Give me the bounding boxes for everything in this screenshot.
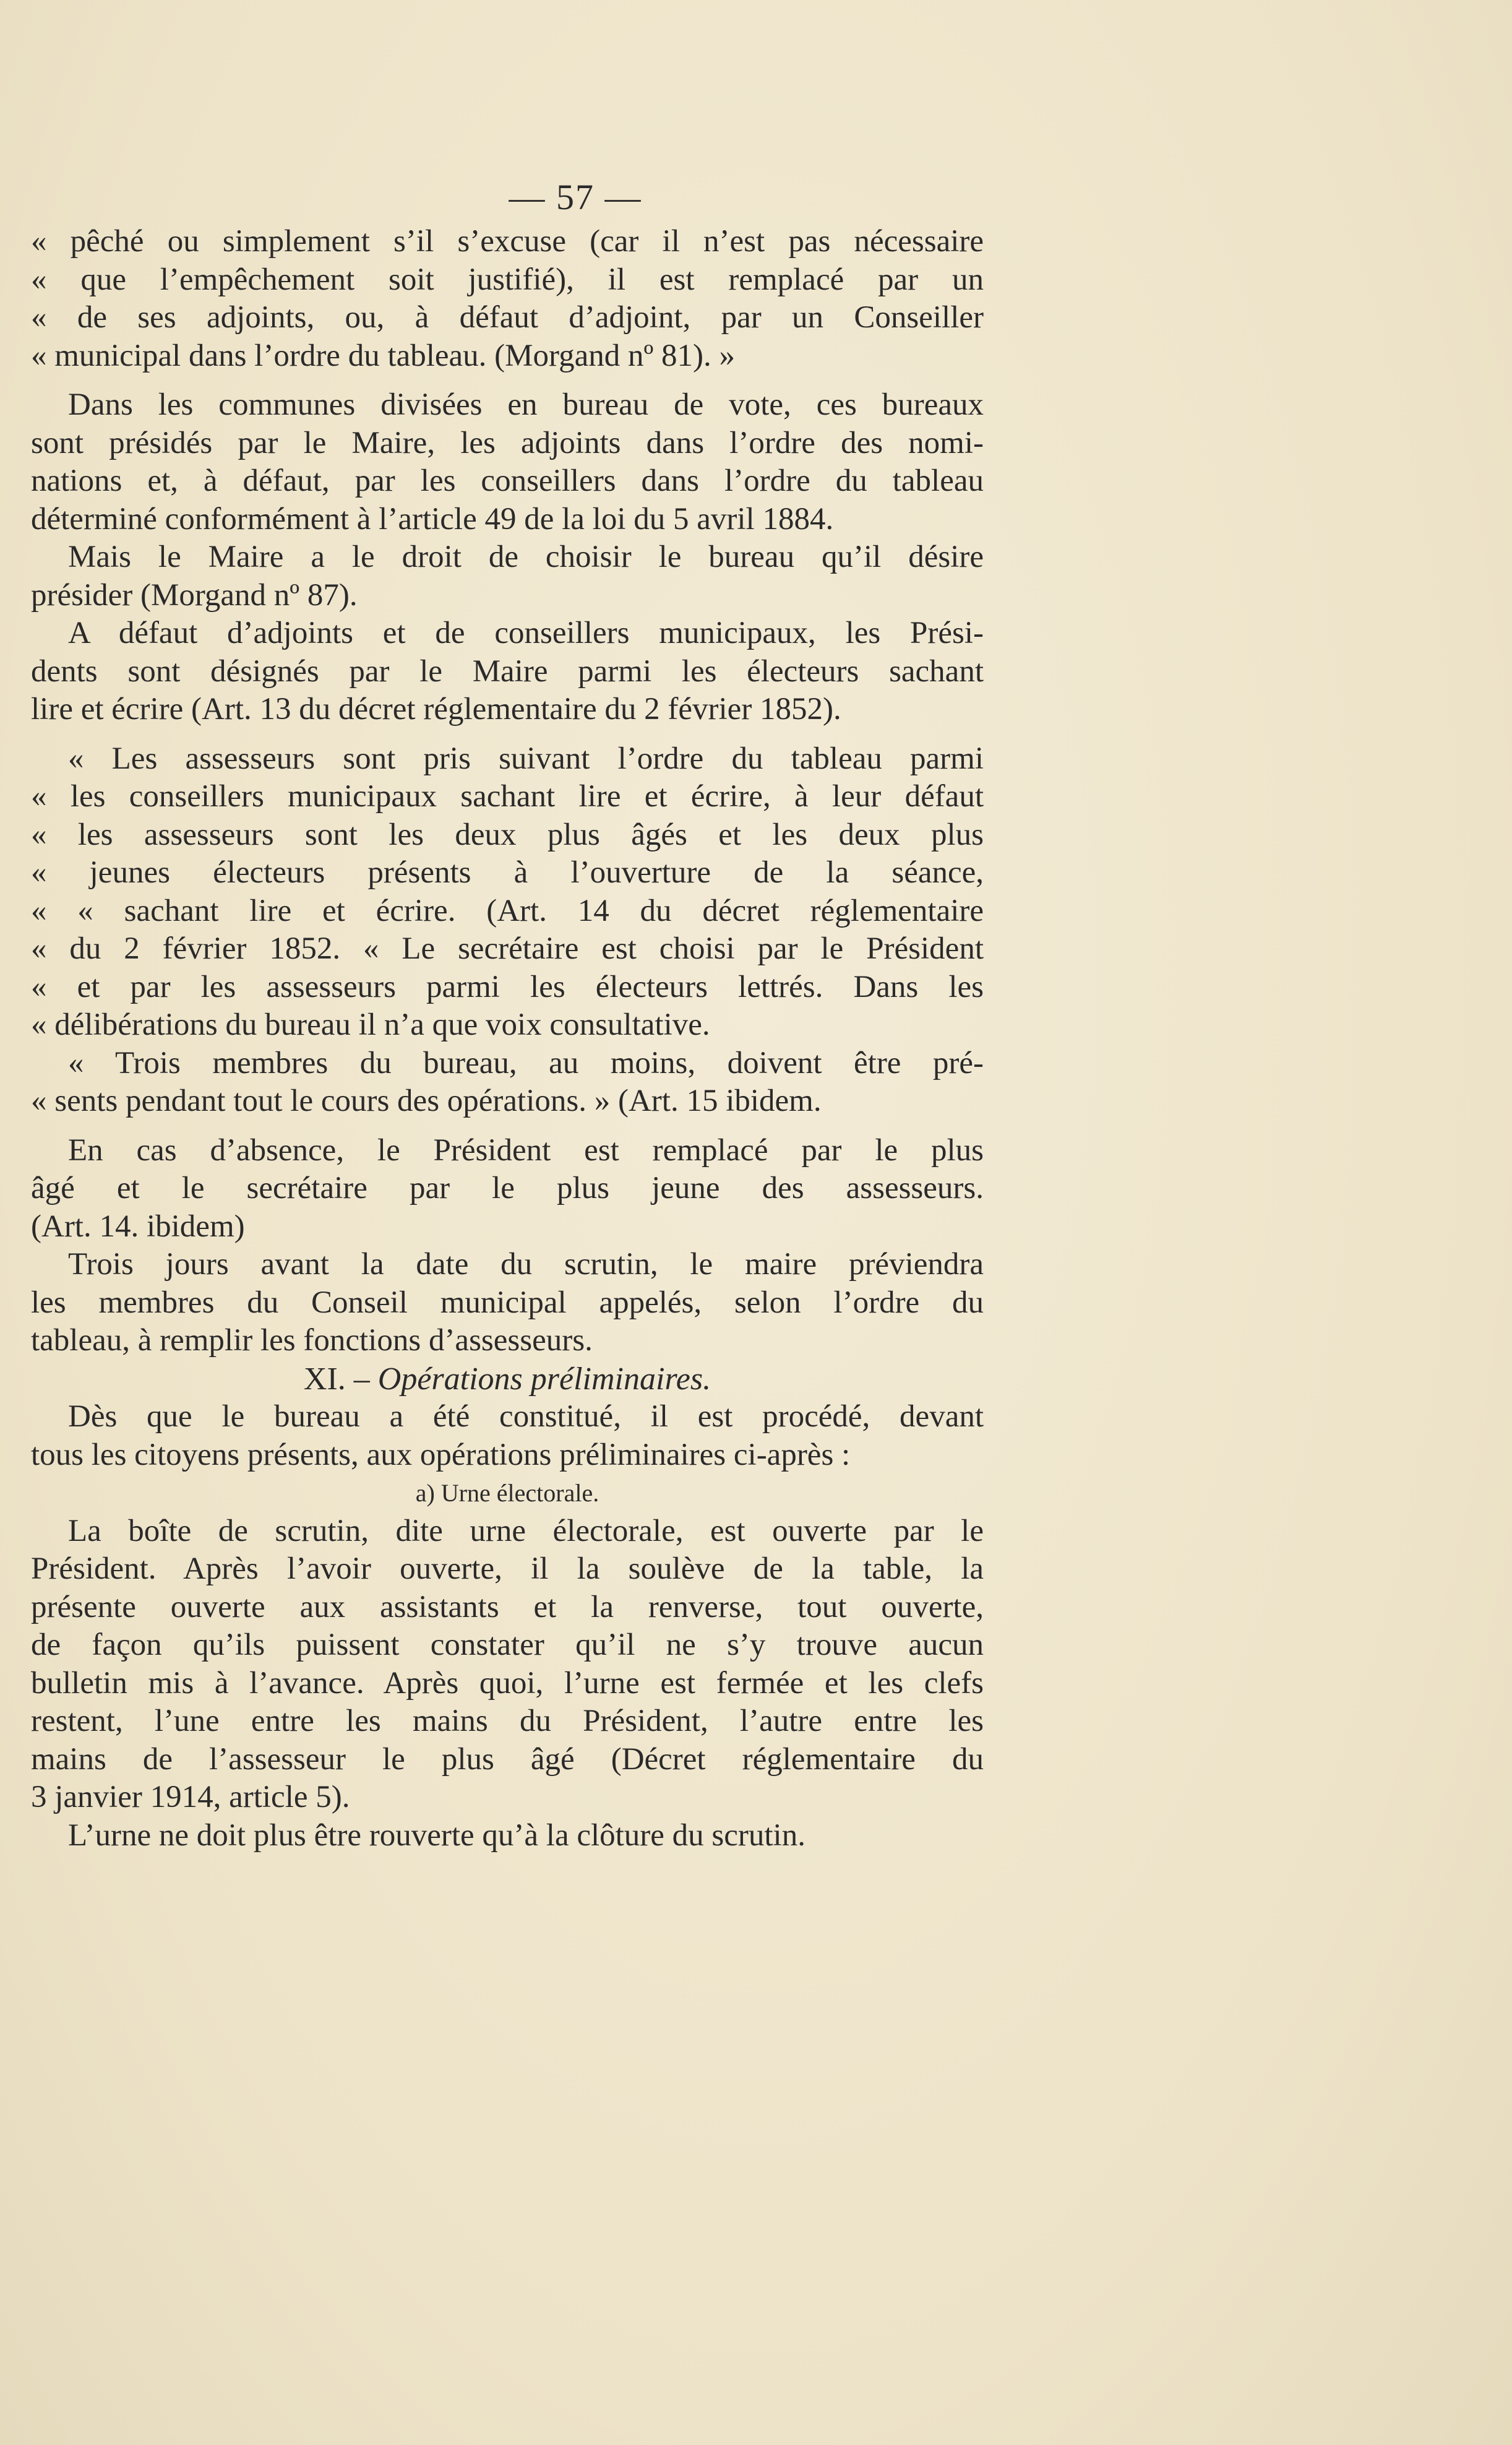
text-line: « Les assesseurs sont pris suivant l’ordre du tableau parmi (68, 741, 984, 776)
text-line: présider (Morgand nº 87). (31, 577, 358, 613)
text-line: « sents pendant tout le cours des opérations. » (Art. 15 ibidem. (31, 1084, 822, 1118)
paragraph (31, 1817, 984, 1855)
subheading: a) Urne électorale. (415, 1479, 599, 1507)
text-line: nations et, à défaut, par les conseillers dans l’ordre du tableau (31, 464, 984, 498)
text-line: sont présidés par le Maire, les adjoints dans l’ordre des nomi- (31, 425, 984, 460)
paragraph (31, 386, 984, 538)
text-line: 3 janvier 1914, article 5). (31, 1780, 350, 1814)
text-line: bulletin mis à l’avance. Après quoi, l’urne est fermée et les clefs (31, 1665, 984, 1701)
paragraph (31, 1512, 984, 1817)
paragraph (31, 740, 984, 1045)
text-line: restent, l’une entre les mains du Président, l’autre entre les (31, 1704, 984, 1738)
text-line: Président. Après l’avoir ouverte, il la soulève de la table, la (31, 1551, 984, 1586)
text-line: les membres du Conseil municipal appelés, selon l’ordre du (31, 1285, 984, 1320)
paragraph (31, 538, 984, 614)
text-line: Mais le Maire a le droit de choisir le bureau qu’il désire (68, 540, 984, 574)
section-title: Opérations préliminaires. (377, 1361, 711, 1397)
paragraph (31, 223, 984, 375)
text-line: A défaut d’adjoints et de conseillers municipaux, les Prési- (68, 616, 984, 650)
text-line: « Trois membres du bureau, au moins, doivent être pré- (68, 1045, 984, 1080)
text-line: mains de l’assesseur le plus âgé (Décret réglementaire du (31, 1741, 984, 1777)
text-line: L’urne ne doit plus être rouverte qu’à la clôture du scrutin. (68, 1818, 805, 1853)
text-line: « délibérations du bureau il n’a que voix consultative. (31, 1007, 710, 1042)
paragraph (31, 1246, 984, 1360)
text-line: « que l’empêchement soit justifié), il est remplacé par un (31, 262, 984, 297)
text-line: déterminé conformément à l’article 49 de la loi du 5 avril 1884. (31, 501, 834, 537)
paragraph (31, 1132, 984, 1246)
text-line: Trois jours avant la date du scrutin, le maire préviendra (68, 1247, 984, 1282)
text-line: « les assesseurs sont les deux plus âgés et les deux plus (31, 817, 984, 852)
text-line: lire et écrire (Art. 13 du décret réglementaire du 2 février 1852). (31, 692, 841, 727)
text-line: « les conseillers municipaux sachant lire et écrire, à leur défaut (31, 779, 984, 814)
body-text (31, 223, 984, 1855)
text-line: tableau, à remplir les fonctions d’assesseurs. (31, 1323, 593, 1358)
text-line: âgé et le secrétaire par le plus jeune des assesseurs. (31, 1171, 984, 1205)
paragraph (31, 1045, 984, 1121)
text-line: présente ouverte aux assistants et la renverse, tout ouverte, (31, 1589, 984, 1624)
paragraph (31, 614, 984, 729)
section-number: XI. – (303, 1361, 370, 1397)
text-line: « pêché ou simplement s’il s’excuse (car il n’est pas nécessaire (31, 224, 984, 259)
section-heading (31, 1360, 984, 1399)
paragraph (31, 1398, 984, 1474)
text-line: « « sachant lire et écrire. (Art. 14 du décret réglementaire (31, 893, 984, 928)
text-line: « jeunes électeurs présents à l’ouverture de la séance, (31, 855, 984, 890)
text-line: Dès que le bureau a été constitué, il est procédé, devant (68, 1399, 984, 1434)
text-line: « et par les assesseurs parmi les électeurs lettrés. Dans les (31, 969, 984, 1004)
text-line: « de ses adjoints, ou, à défaut d’adjoint, par un Conseiller (31, 300, 984, 335)
text-line: Dans les communes divisées en bureau de vote, ces bureaux (68, 387, 984, 422)
text-line: La boîte de scrutin, dite urne électorale, est ouverte par le (68, 1513, 984, 1548)
page-number: — 57 — (509, 177, 642, 217)
text-line: de façon qu’ils puissent constater qu’il ne s’y trouve aucun (31, 1628, 984, 1662)
text-line: (Art. 14. ibidem) (31, 1209, 245, 1244)
text-line: tous les citoyens présents, aux opérations préliminaires ci-après : (31, 1437, 851, 1472)
text-line: « du 2 février 1852. « Le secrétaire est choisi par le Président (31, 931, 984, 966)
text-line: « municipal dans l’ordre du tableau. (Morgand nº 81). » (31, 338, 736, 373)
text-line: En cas d’absence, le Président est remplacé par le plus (68, 1132, 984, 1168)
text-line: dents sont désignés par le Maire parmi les électeurs sachant (31, 653, 984, 689)
